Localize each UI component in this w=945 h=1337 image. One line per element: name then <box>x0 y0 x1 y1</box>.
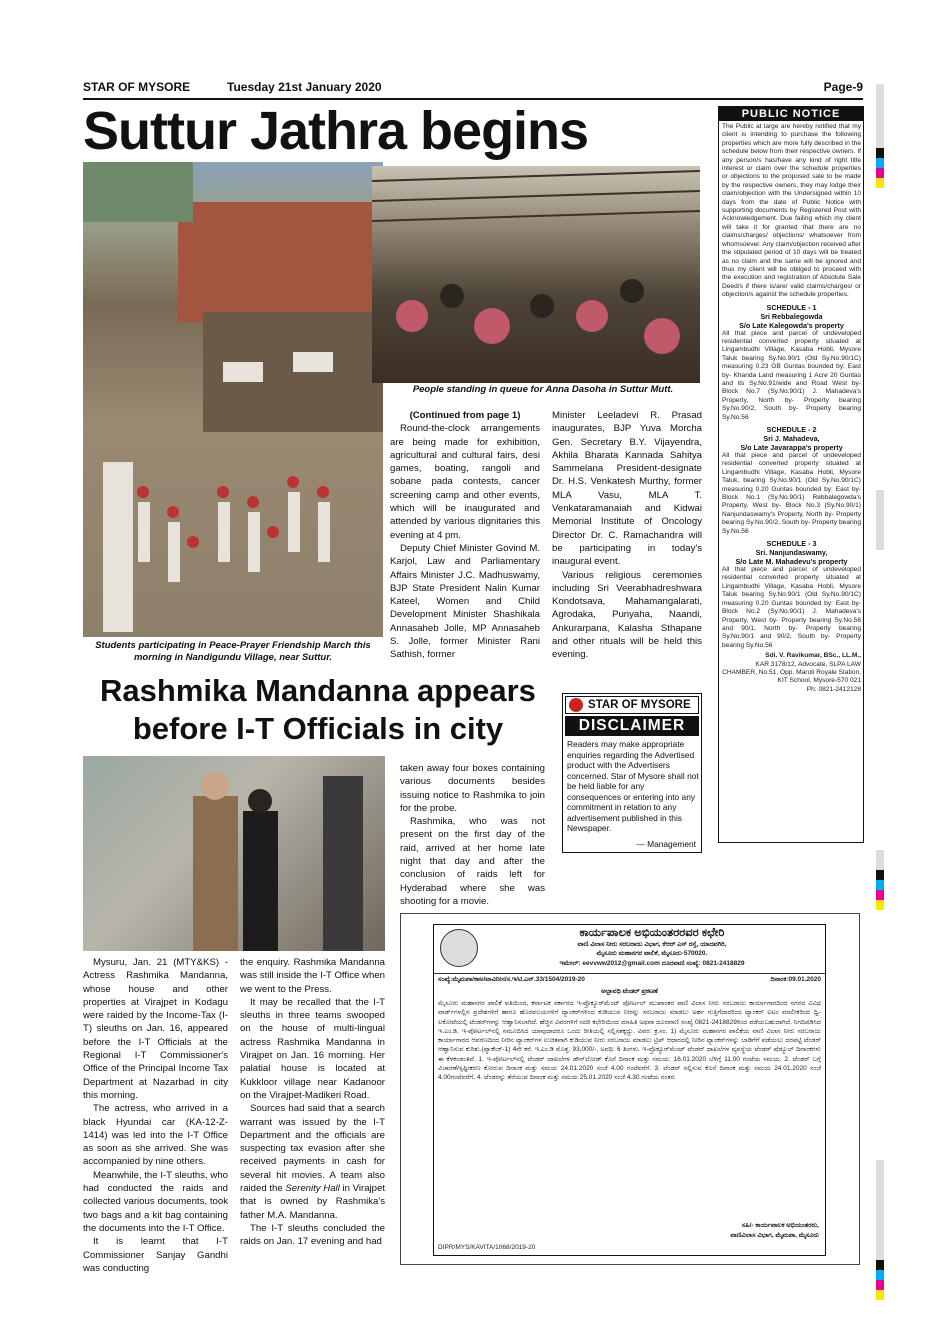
header-rule <box>83 98 863 100</box>
color-mark-black <box>876 870 884 880</box>
rashmika-para: Mysuru, Jan. 21 (MTY&KS) - Actress Rashmika Mandanna, whose house and other properties at Virajpet in Kodagu were raided by the Income-Tax (I-T) sleuths on Jan. 16, appeared before the I-T Officials at the Regional I-T Commissioner's Office of the Principal Income Tax Department at Nazarbad in city this morning. <box>83 957 228 1101</box>
headline-rashmika-line1: Rashmika Mandanna appears <box>100 673 536 708</box>
color-mark-yellow <box>876 900 884 910</box>
schedule-3-father: S/o Late M. Mahadevu's property <box>735 557 848 567</box>
color-mark-cyan <box>876 158 884 168</box>
disclaimer-brand-box <box>565 696 699 714</box>
rashmika-para: the enquiry. Rashmika Mandanna was still inside the I-T Office when we went to the Press. <box>240 957 385 995</box>
color-mark-magenta <box>876 168 884 178</box>
caption-march: Students participating in Peace-Prayer Friendship March this morning in Nandigundu Village, near Suttur. <box>95 640 371 663</box>
tender-body: ಮೈಸೂರು ಮಹಾನಗರ ಪಾಲಿಕೆ ವತಿಯಿಂದ, ಕರ್ನಾಟಕ ಸರ್ಕಾರದ ಇ-ಪ್ರೊಕ್ಯೂರ್‌ಮೆಂಟ್ ಪೋರ್ಟಲ್ ಮುಖಾಂತರ ವಾಣಿ ವಿಲಾಸ ನೀರು ಸರಬರಾಜು ಕಾರ್ಯಾಗಾರದಿಂದ ನಗರದ ವಿವಿಧ ವಾರ್ಡ್‌ಗಳಲ್ಲಿನ ಪ್ರದೇಶಗಳಿಗೆ ಹಾಗೂ ಹೊರವಲಯಗಳಿಗೆ ಟ್ಯಾಂಕರ್‌ಗಳಿಂದ ಕುಡಿಯುವ ನೀರನ್ನು ಸರಬರಾಜು ಮಾಡಲು ಅರ್ಹ ಗುತ್ತಿಗೆದಾರರಿಂದ ಟ್ಯಾಂಕರ್ ಐಟಂ ಮಾಲೀಕರಿಂದ ಧ್ವಿ-ಲಕೋಟೆಯಲ್ಲಿ ಟೆಂಡರ್‌ಗಳನ್ನು ಆಹ್ವಾನಿಸಲಾಗಿದೆ. ಹೆಚ್ಚಿನ ವಿವರಗಳಿಗೆ ಸದರಿ ಕಛೇರಿಯಿಂದ ಮಾಹಿತಿ ಅಥವಾ ದೂರವಾಣಿ ಸಂಖ್ಯೆ 0821-2418829ರಿಂದ ಪಡೆಯಬಹುದಾಗಿದೆ. ನಿಗದಿಪಡಿಸಿದ ಇ.ಎಂ.ಡಿ. ಇ-ಪೋರ್ಟಲ್‌ನಲ್ಲಿ ನಮೂದಿಸಿದ ಯಾವುದಾದರೂ ಒಂದು ರೀತಿಯಲ್ಲಿ ಸಲ್ಲಿಸತಕ್ಕದ್ದು. ವಿವರ: ಕ್ರ.ಸಂ. 1) ಮೈಸೂರು ಮಹಾನಗರ ಪಾಲಿಕೆಯ ವಾಣಿ ವಿಲಾಸ ನೀರು ಸರಬರಾಜು ಕಾರ್ಯಾಗಾರದ ಆವರಣದಿಂದ ನೀರಿನ ಟ್ಯಾಂಕರ್‌ಗಳ ಉಚಿತವಾಗಿ ಕುಡಿಯುವ ನೀರು ಸರಬರಾಜು ಮಾಡಲು ಟ್ರಿಪ್ ಆಧಾರದಲ್ಲಿ ನೀರಿನ ಟ್ಯಾಂಕರ್‌ಗಳನ್ನು ಬಾಡಿಗೆಗೆ ಪಡೆಯಲು ದರಪಟ್ಟಿ ಟೆಂಡರ್ ಆಹ್ವಾನಿಸುವ ಕುರಿತು.(ಪ್ಯಾಕೇಜ್-1) 4ನೇ ಕರೆ. ಇ.ಎಂ.ಡಿ ಮೊತ್ತ: 93,000/-, ಅವಧಿ: 6 ತಿಂಗಳು. ಇ-ಪ್ರೊಕ್ಯೂರ್‌ಮೆಂಟ್ ಟೆಂಡರ್ ದಾಖಲೆಗಳ ವ್ಯವಸ್ಥೆಯ ಟೆಂಡರ್ ಷೆಡ್ಯೂಲ್ ದಿನಾಂಕಗಳು ಈ ಕೆಳಕಂಡಂತಿವೆ. 1. ಇ-ಪೋರ್ಟಲ್‌ನಲ್ಲಿ ಟೆಂಡರ್ ದಾಖಲೆಗಳ ಡೌನ್‌ಲೋಡ್ ಕೊನೆ ದಿನಾಂಕ ಮತ್ತು ಸಮಯ: 16.01.2020 ಬೆಳಿಗ್ಗೆ 11.00 ಗಂಟೆಯ ಸಮಯ. 2. ಟೆಂಡರ್ ಬಗ್ಗೆ ವಿಚಾರಣೆ/ಸ್ಪಷ್ಟೀಕರಣ ಕೋರುವ ದಿನಾಂಕ ಮತ್ತು ಸಮಯ 24.01.2020 ಸಂಜೆ 4.00 ಗಂಟೆವರೆಗೆ. 3. ಟೆಂಡರ್ ಸಲ್ಲಿಸುವ ಕೊನೆ ದಿನಾಂಕ ಮತ್ತು ಸಮಯ 24.01.2020 ಸಂಜೆ 4.00ಗಂಟೆವರೆಗೆ. 4. ಟೆಂಡರನ್ನು ತೆರೆಯುವ ದಿನಾಂಕ ಮತ್ತು ಸಮಯ 25.01.2020 ಸಂಜೆ 4.30 ಗಂಟೆಯ ನಂತರ. <box>438 1000 821 1082</box>
tender-date: ದಿನಾಂಕ:09.01.2020 <box>770 976 821 983</box>
caption-queue: People standing in queue for Anna Dasoha in Suttur Mutt. <box>412 384 674 395</box>
page-number: Page-9 <box>823 80 863 94</box>
tender-sub1: ವಾಣಿ ವಿಲಾಸ ನೀರು ಸರಬರಾಜು ವಿಭಾಗ, ಕೆಆರ್ ಎಸ್ ರಸ್ತೆ, ಯಾದವಗಿರಿ, <box>577 941 727 948</box>
march-illustration <box>83 162 383 637</box>
suttur-para: Various religious ceremonies including Sri Veerabhadreshwara Kondotsava, Mahamangalarati, Agrodaka, Punyaha, Naandi, Ankurarpana, Kalasha Sthapane and other rituals will be held this evening. <box>552 569 702 661</box>
suttur-col-2 <box>552 409 702 662</box>
continued-note: (Continued from page 1) <box>409 410 521 421</box>
schedule-1-owner: Sri Rebbalegowda <box>760 311 823 321</box>
rashmika-para: It may be recalled that the I-T sleuths in three teams swooped on the house of multi-lingual actress Rashmika Mandanna in Virajpet on Jan. 16 morning. Her palatial house is located at Kukkloor village near Kadanoor on the Virajpet-Madikeri Road. <box>240 996 385 1101</box>
advocate-address: KAR 3178/12, Advocate, SLPA LAW CHAMBER, No.51, Opp. Maruti Royale Station, KIT School, Mysore-570 021 <box>722 660 861 685</box>
page-header <box>83 80 863 98</box>
schedule-1-father: S/o Late Kalegowda's property <box>739 320 844 330</box>
rashmika-col-2 <box>240 956 385 1249</box>
advocate-phone: Ph: 0821-2412128 <box>806 685 861 693</box>
public-notice-body <box>722 123 861 694</box>
schedule-1-text: All that piece and parcel of undeveloped residential converted property situated at Lingambudhi Village, Kasaba Hobli, Mysore Taluk bearing Sy.No.90/1 (Old Sy.No.90/1C) measuring 0.23 GB Guntas bounded by: East by- Khanda Land measuring 1 Acre 20 Guntas and its Sy.No.91/wide and Road West by- Block No.7 (Sy.No.90/1) J. Mahadeva's Property, North by- Property bearing Sy.No.90/2, South by- Property bearing Sy.No.56 <box>722 329 861 421</box>
tender-code: DIPR/MYS/KAVITA/1068/2019-20 <box>438 1244 536 1251</box>
suttur-col-1 <box>390 409 540 662</box>
color-mark-yellow <box>876 1290 884 1300</box>
tender-ref: ಸಂಖ್ಯೆ:ಮೈಮಪಾ/ಕಾಅ/ವಾವಿನೀಸ/ಸ.ಇ/ಟಿ.ಎನ್.33/1504/2019-20 <box>438 976 585 983</box>
suttur-para: Deputy Chief Minister Govind M. Karjol, Law and Parliamentary Affairs Minister J.C. Madhuswamy, BJP State President Nalin Kumar Kateel, Women and Child Development Minister Shashikala Annasaheb Jolle, MP Annasaheb S. Jolle, former Minister Rani Sathish, former <box>390 542 540 661</box>
registration-strip <box>876 84 884 148</box>
tender-sign1: ಸಹಿ/- ಕಾರ್ಯಪಾಲಕ ಅಭಿಯಂತರರು, <box>741 1222 819 1229</box>
tender-notice <box>433 924 826 1256</box>
issue-date: Tuesday 21st January 2020 <box>227 80 382 94</box>
headline-suttur: Suttur Jathra begins <box>83 101 589 161</box>
registration-strip <box>876 490 884 550</box>
schedule-2-title: SCHEDULE - 2 <box>766 425 817 434</box>
rashmika-text: Sources had said that a search warrant was issued by the I-T Department and the officials are suspecting tax evasion after she received payments in cash for several hit movies. A team also raided the <box>240 1103 385 1195</box>
emblem-icon <box>440 929 478 967</box>
color-mark-cyan <box>876 880 884 890</box>
tender-sub2: ಮೈಸೂರು ಮಹಾನಗರ ಪಾಲಿಕೆ, ಮೈಸೂರು-570020. <box>596 950 708 958</box>
schedule-3-owner: Sri. Nanjundaswamy, <box>755 548 828 558</box>
disclaimer-brand: STAR OF MYSORE <box>588 699 691 711</box>
photo-rashmika <box>83 756 385 951</box>
color-mark-cyan <box>876 1270 884 1280</box>
schedule-2-text: All that piece and parcel of undeveloped residential converted property situated at Lingambudhi Village, Kasaba Hobli, Mysore Taluk, bearing Sy.No.90/1 (Old Sy.No.90/1C) measuring 0.20 Guntas bounded by: East by- Block No.1 (Sy.No.90/1) Rebbalegowda's Property, West by- Block No.3 (Sy.No.90/1) Nanjundaswamy's Property, North by- Property bearing Sy.No.90/2, South by- Property bearing Sy.No.56 <box>722 452 861 535</box>
venue-name: Serenity Hall <box>285 1183 340 1195</box>
rashmika-col-top <box>400 762 545 908</box>
disclaimer-title: DISCLAIMER <box>565 716 699 736</box>
registration-strip <box>876 850 884 870</box>
rashmika-para: It is learnt that I-T Commissioner Sanjay Gandhi was conducting <box>83 1236 228 1274</box>
color-mark-magenta <box>876 890 884 900</box>
schedule-3-title: SCHEDULE - 3 <box>766 539 817 549</box>
rashmika-illustration <box>83 756 385 951</box>
color-mark-black <box>876 148 884 158</box>
tender-sign2: ವಾಣಿವಿಲಾಸ ವಿಭಾಗ, ಮೈಮಪಾ, ಮೈಸೂರು <box>730 1232 819 1239</box>
schedule-2-father: S/o Late Javarappa's property <box>740 443 843 452</box>
rashmika-text: in Virajpet that is owned by Rashmika's father M.A. Mandanna. <box>240 1183 386 1221</box>
schedule-3-text: All that piece and parcel of undeveloped residential converted property situated at Lingambudhi Village, Kasaba Hobli, Mysore Taluk bearing Sy.No.90/1 (Old Sy.No.90/1C) measuring 0.20 Guntas bounded by: East by- Block No.2 (Sy.No.90/1) J. Mahadeva's Property, West by- Property bearing Sy.No.56 and 90/1, North by- Property bearing Sy.No.90/1 and 90/2, South by- Property bearing Sy.No.56 <box>722 566 861 649</box>
paper-name: STAR OF MYSORE <box>83 80 191 94</box>
rashmika-col-1 <box>83 956 228 1275</box>
headline-rashmika-line2: before I-T Officials in city <box>132 711 504 746</box>
suttur-para: Round-the-clock arrangements are being made for exhibition, agricultural and cultural fairs, desi games, boating, rangoli and sobane pada contests, cancer screening camp and other events, which will be inaugurated and attended by various dignitaries this evening at 4 pm. <box>390 423 540 541</box>
disclaimer-box <box>562 693 702 853</box>
photo-queue <box>372 166 700 383</box>
schedule-1-title: SCHEDULE - 1 <box>766 302 817 312</box>
rashmika-para: The I-T sleuths concluded the raids on Jan. 17 evening and had <box>240 1222 385 1248</box>
photo-march <box>83 162 383 637</box>
public-notice-title: PUBLIC NOTICE <box>719 107 863 121</box>
color-mark-yellow <box>876 178 884 188</box>
disclaimer-sign: — Management <box>636 839 696 849</box>
queue-illustration <box>372 166 700 383</box>
logo-icon <box>569 698 583 712</box>
tender-heading: ಅಲ್ಪಾವಧಿ ಟೆಂಡರ್ ಪ್ರಕಟಣೆ <box>601 988 658 995</box>
rashmika-para: The actress, who arrived in a black Hyundai car (KA-12-Z-1414) was led into the I-T Office as soon as she arrived. She was accompanied by nine others. <box>83 1103 228 1168</box>
tender-sub3: ಇಮೇಲ್: eevvww2012@gmail.com ದೂರವಾಣಿ ಸಂಖ್ಯೆ: 0821-2418829 <box>559 959 745 967</box>
color-mark-black <box>876 1260 884 1270</box>
registration-strip <box>876 1160 884 1260</box>
rashmika-para: Meanwhile, the I-T sleuths, who had conducted the raids and collected various documents, took two bags and a kit bag containing the documents into the I-T Office. <box>83 1169 228 1234</box>
suttur-para: Minister Leeladevi R. Prasad inaugurates, BJP Yuva Morcha Gen. Secretary B.Y. Vijayendra, Akhila Bharata Kannada Sahitya Sammelana President-designate Dr. H.S. Venkatesh Murthy, former MLA Vasu, MLA T. Venkataramanaiah and Kidwai Memorial Institute of Oncology Director Dr. C. Ramachandra will be participating in today's inaugural event. <box>552 410 702 568</box>
tender-title: ಕಾರ್ಯಪಾಲಕ ಅಭಿಯಂತರರವರ ಕಛೇರಿ <box>579 927 725 939</box>
headline-rashmika <box>83 672 553 748</box>
advocate-name: Sdi. V. Ravikumar, BSc., LL.M., <box>765 652 861 660</box>
rashmika-para <box>240 1102 385 1222</box>
rashmika-para: taken away four boxes containing various documents besides issuing notice to Rashmika to join for the probe. <box>400 763 545 814</box>
color-mark-magenta <box>876 1280 884 1290</box>
disclaimer-text: Readers may make appropriate enquiries regarding the Advertised product with the Advertisers concerned. Star of Mysore shall not be held liable for any consequences or entering into any commitment in relation to any advertisement published in this Newspaper. <box>567 739 699 833</box>
notice-text: The Public at large are hereby notified that my client is intending to purchase the following properties which are more fully described in the schedule below from their respective owners. If any person/s has/have any kind of right title interest or claim over the schedule properties or objections to the proposed sale to be made by the respective owners, they may lodge their claim/objection with the Undersigned within 10 days from the date of Public Notice with supporting documents by Registered Post with Acknowledgement. Due failing which my client will take it for granted that there are no claims/charges/ objections/ whatsoever from whomsoever. Any claim/objection received after the stipulated period of 10 days will be treated as no claim and the same will be ignored and thus my client will be obliged to proceed with the execution and registration of Absolute Sale Deed/s if there is/are/ valid claims/charges/ or objection/s against the schedule properties. <box>722 123 861 299</box>
divider <box>434 973 825 974</box>
schedule-2-owner: Sri J. Mahadeva, <box>763 434 820 443</box>
rashmika-para: Rashmika, who was not present on the first day of the raid, arrived at her home late night that day and after the conclusion of raids left for Hyderabad where she was shooting for a movie. <box>400 816 545 907</box>
